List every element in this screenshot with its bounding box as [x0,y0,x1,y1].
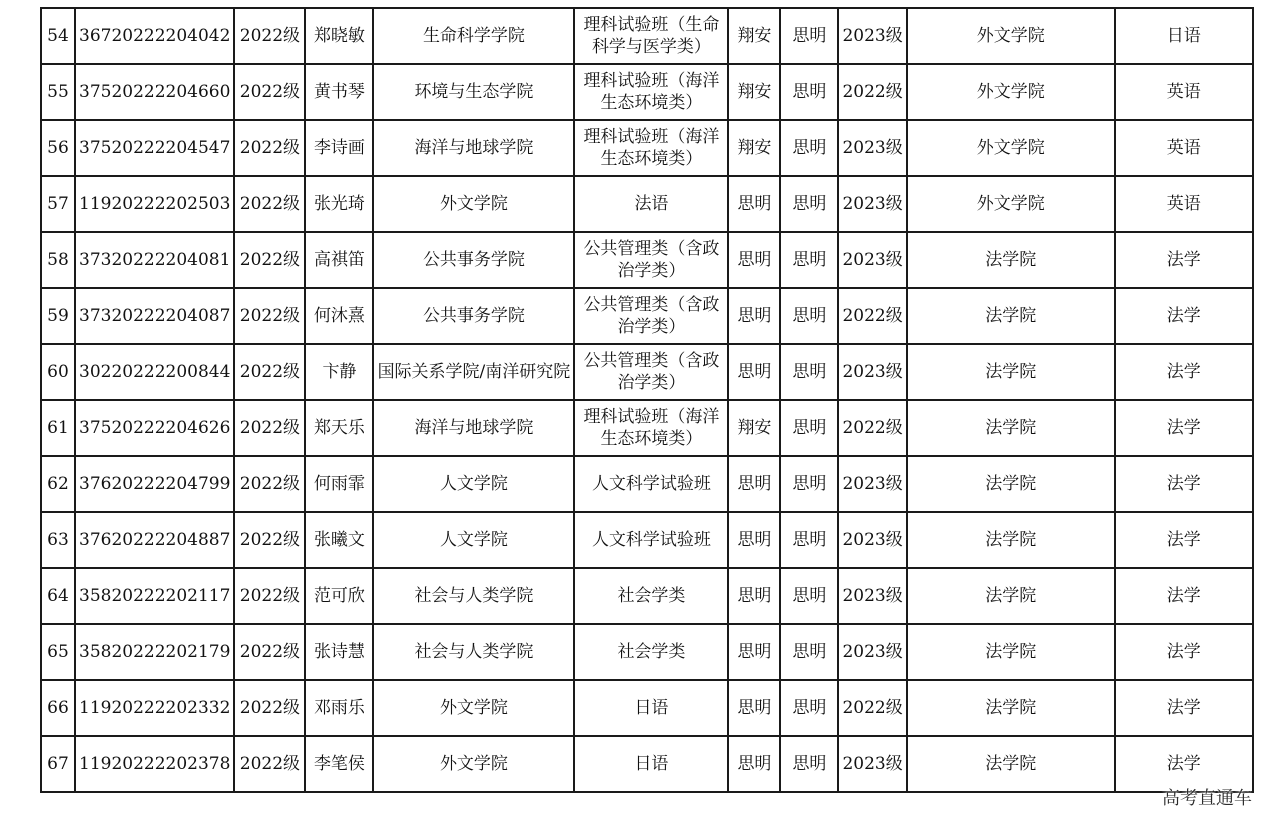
student-id-cell: 35820222202179 [75,624,234,680]
student-name-cell: 高祺笛 [305,232,373,288]
target-school-cell: 法学院 [907,736,1115,792]
current-major-cell: 理科试验班（海洋生态环境类） [574,400,728,456]
new-grade-cell: 2023级 [838,120,906,176]
student-name-cell: 郑天乐 [305,400,373,456]
current-campus-cell: 思明 [728,736,780,792]
current-school-cell: 海洋与地球学院 [373,400,574,456]
student-id-cell: 35820222202117 [75,568,234,624]
target-school-cell: 外文学院 [907,8,1115,64]
current-campus-cell: 思明 [728,680,780,736]
new-campus-cell: 思明 [780,64,838,120]
grade-cell: 2022级 [234,288,305,344]
current-campus-cell: 思明 [728,568,780,624]
current-major-cell: 公共管理类（含政治学类） [574,288,728,344]
row-number-cell: 62 [41,456,75,512]
new-campus-cell: 思明 [780,568,838,624]
grade-cell: 2022级 [234,232,305,288]
row-number-cell: 54 [41,8,75,64]
student-id-cell: 11920222202503 [75,176,234,232]
table-row [41,680,1253,736]
table-row [41,736,1253,792]
new-campus-cell: 思明 [780,344,838,400]
current-school-cell: 环境与生态学院 [373,64,574,120]
target-school-cell: 外文学院 [907,120,1115,176]
row-number-cell: 67 [41,736,75,792]
target-school-cell: 法学院 [907,456,1115,512]
new-grade-cell: 2022级 [838,64,906,120]
table-row [41,232,1253,288]
student-name-cell: 邓雨乐 [305,680,373,736]
current-school-cell: 生命科学学院 [373,8,574,64]
target-major-cell: 英语 [1115,64,1253,120]
row-number-cell: 58 [41,232,75,288]
student-id-cell: 30220222200844 [75,344,234,400]
student-name-cell: 何雨霏 [305,456,373,512]
target-major-cell: 法学 [1115,568,1253,624]
current-campus-cell: 思明 [728,288,780,344]
grade-cell: 2022级 [234,64,305,120]
new-grade-cell: 2022级 [838,680,906,736]
target-major-cell: 法学 [1115,680,1253,736]
grade-cell: 2022级 [234,568,305,624]
target-school-cell: 外文学院 [907,176,1115,232]
current-campus-cell: 翔安 [728,8,780,64]
current-major-cell: 人文科学试验班 [574,456,728,512]
target-school-cell: 外文学院 [907,64,1115,120]
new-campus-cell: 思明 [780,120,838,176]
target-major-cell: 英语 [1115,176,1253,232]
student-id-cell: 37320222204087 [75,288,234,344]
table-row [41,288,1253,344]
student-id-cell: 37620222204887 [75,512,234,568]
table-row [41,120,1253,176]
new-grade-cell: 2022级 [838,400,906,456]
current-school-cell: 外文学院 [373,680,574,736]
grade-cell: 2022级 [234,344,305,400]
current-school-cell: 外文学院 [373,736,574,792]
current-major-cell: 理科试验班（海洋生态环境类） [574,120,728,176]
current-campus-cell: 翔安 [728,400,780,456]
student-name-cell: 张曦文 [305,512,373,568]
grade-cell: 2022级 [234,736,305,792]
current-school-cell: 外文学院 [373,176,574,232]
student-name-cell: 张光琦 [305,176,373,232]
new-campus-cell: 思明 [780,624,838,680]
student-id-cell: 11920222202332 [75,680,234,736]
current-campus-cell: 思明 [728,344,780,400]
grade-cell: 2022级 [234,624,305,680]
grade-cell: 2022级 [234,456,305,512]
current-major-cell: 日语 [574,736,728,792]
current-major-cell: 理科试验班（生命科学与医学类） [574,8,728,64]
student-id-cell: 37520222204660 [75,64,234,120]
new-campus-cell: 思明 [780,8,838,64]
current-school-cell: 公共事务学院 [373,288,574,344]
student-id-cell: 37520222204626 [75,400,234,456]
table-row [41,64,1253,120]
current-school-cell: 国际关系学院/南洋研究院 [373,344,574,400]
table-row [41,8,1253,64]
student-id-cell: 37320222204081 [75,232,234,288]
new-campus-cell: 思明 [780,232,838,288]
grade-cell: 2022级 [234,120,305,176]
table-row [41,344,1253,400]
current-major-cell: 公共管理类（含政治学类） [574,344,728,400]
current-major-cell: 人文科学试验班 [574,512,728,568]
table-row [41,568,1253,624]
row-number-cell: 63 [41,512,75,568]
current-major-cell: 日语 [574,680,728,736]
grade-cell: 2022级 [234,512,305,568]
new-grade-cell: 2023级 [838,624,906,680]
target-major-cell: 法学 [1115,400,1253,456]
target-major-cell: 法学 [1115,456,1253,512]
target-school-cell: 法学院 [907,512,1115,568]
target-school-cell: 法学院 [907,568,1115,624]
current-major-cell: 社会学类 [574,568,728,624]
target-major-cell: 法学 [1115,512,1253,568]
new-campus-cell: 思明 [780,400,838,456]
row-number-cell: 61 [41,400,75,456]
grade-cell: 2022级 [234,400,305,456]
row-number-cell: 57 [41,176,75,232]
student-name-cell: 张诗慧 [305,624,373,680]
student-id-cell: 37620222204799 [75,456,234,512]
current-school-cell: 人文学院 [373,456,574,512]
target-school-cell: 法学院 [907,232,1115,288]
current-major-cell: 法语 [574,176,728,232]
table-row [41,176,1253,232]
student-name-cell: 郑晓敏 [305,8,373,64]
watermark-text: 高考直通车 [1162,788,1252,809]
student-id-cell: 37520222204547 [75,120,234,176]
current-campus-cell: 思明 [728,232,780,288]
row-number-cell: 65 [41,624,75,680]
current-school-cell: 社会与人类学院 [373,624,574,680]
row-number-cell: 55 [41,64,75,120]
row-number-cell: 56 [41,120,75,176]
roster-sheet [40,7,1254,793]
current-campus-cell: 思明 [728,456,780,512]
new-campus-cell: 思明 [780,512,838,568]
grade-cell: 2022级 [234,8,305,64]
new-campus-cell: 思明 [780,288,838,344]
target-school-cell: 法学院 [907,624,1115,680]
table-row [41,624,1253,680]
target-school-cell: 法学院 [907,680,1115,736]
target-major-cell: 日语 [1115,8,1253,64]
new-grade-cell: 2023级 [838,176,906,232]
new-campus-cell: 思明 [780,176,838,232]
current-school-cell: 社会与人类学院 [373,568,574,624]
target-school-cell: 法学院 [907,344,1115,400]
student-id-cell: 36720222204042 [75,8,234,64]
target-major-cell: 法学 [1115,344,1253,400]
roster-body [41,8,1253,792]
row-number-cell: 66 [41,680,75,736]
new-grade-cell: 2023级 [838,8,906,64]
target-school-cell: 法学院 [907,288,1115,344]
student-name-cell: 卞静 [305,344,373,400]
current-campus-cell: 翔安 [728,120,780,176]
table-row [41,456,1253,512]
current-major-cell: 公共管理类（含政治学类） [574,232,728,288]
current-school-cell: 人文学院 [373,512,574,568]
student-name-cell: 李诗画 [305,120,373,176]
row-number-cell: 60 [41,344,75,400]
target-major-cell: 法学 [1115,288,1253,344]
table-row [41,400,1253,456]
current-campus-cell: 思明 [728,624,780,680]
new-grade-cell: 2023级 [838,232,906,288]
current-major-cell: 理科试验班（海洋生态环境类） [574,64,728,120]
new-grade-cell: 2023级 [838,512,906,568]
new-campus-cell: 思明 [780,680,838,736]
grade-cell: 2022级 [234,680,305,736]
student-name-cell: 何沐熹 [305,288,373,344]
target-major-cell: 英语 [1115,120,1253,176]
new-grade-cell: 2023级 [838,568,906,624]
target-major-cell: 法学 [1115,736,1253,792]
roster-table [40,7,1254,793]
row-number-cell: 59 [41,288,75,344]
student-name-cell: 李笔侯 [305,736,373,792]
target-major-cell: 法学 [1115,232,1253,288]
student-name-cell: 黄书琴 [305,64,373,120]
new-grade-cell: 2023级 [838,736,906,792]
new-grade-cell: 2022级 [838,288,906,344]
current-campus-cell: 思明 [728,512,780,568]
current-school-cell: 公共事务学院 [373,232,574,288]
new-grade-cell: 2023级 [838,456,906,512]
current-school-cell: 海洋与地球学院 [373,120,574,176]
new-grade-cell: 2023级 [838,344,906,400]
grade-cell: 2022级 [234,176,305,232]
new-campus-cell: 思明 [780,456,838,512]
target-major-cell: 法学 [1115,624,1253,680]
new-campus-cell: 思明 [780,736,838,792]
current-campus-cell: 思明 [728,176,780,232]
table-row [41,512,1253,568]
row-number-cell: 64 [41,568,75,624]
current-campus-cell: 翔安 [728,64,780,120]
student-name-cell: 范可欣 [305,568,373,624]
target-school-cell: 法学院 [907,400,1115,456]
current-major-cell: 社会学类 [574,624,728,680]
student-id-cell: 11920222202378 [75,736,234,792]
